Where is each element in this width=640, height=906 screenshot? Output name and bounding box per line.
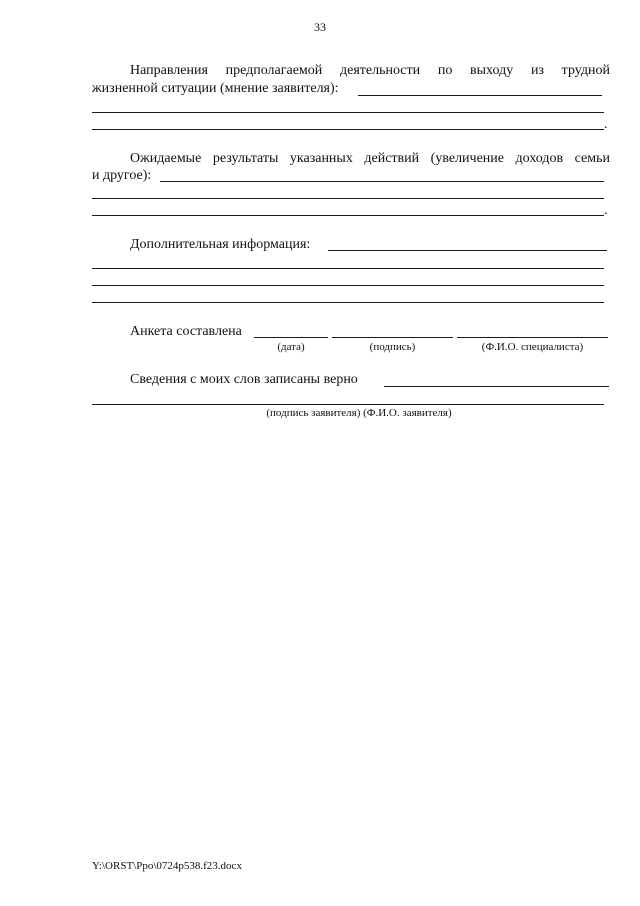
additional-info-input-line-2[interactable] bbox=[92, 268, 604, 269]
date-caption: (дата) bbox=[277, 341, 305, 353]
results-input-line-2[interactable] bbox=[92, 198, 604, 199]
specialist-name-caption: (Ф.И.О. специалиста) bbox=[481, 341, 584, 353]
signature-input-line[interactable] bbox=[332, 337, 453, 338]
applicant-signature-caption: (подпись заявителя) (Ф.И.О. заявителя) bbox=[266, 407, 452, 419]
signature-caption: (подпись) bbox=[369, 341, 416, 353]
page-number: 33 bbox=[314, 20, 326, 34]
questionnaire-label: Анкета составлена bbox=[130, 324, 242, 339]
confirmation-input-line-2[interactable] bbox=[92, 404, 604, 405]
directions-text-line-2: жизненной ситуации (мнение заявителя): bbox=[92, 81, 339, 96]
additional-info-input-line-3[interactable] bbox=[92, 285, 604, 286]
additional-info-input-line-4[interactable] bbox=[92, 302, 604, 303]
results-end-mark: . bbox=[604, 203, 608, 218]
directions-end-mark: . bbox=[604, 117, 608, 132]
confirmation-label: Сведения с моих слов записаны верно bbox=[130, 372, 358, 387]
results-text-line-1: Ожидаемые результаты указанных действий (увеличение доходов семьи bbox=[130, 151, 610, 166]
specialist-name-input-line[interactable] bbox=[457, 337, 608, 338]
additional-info-label: Дополнительная информация: bbox=[130, 237, 311, 252]
additional-info-input-line-1[interactable] bbox=[328, 250, 607, 251]
results-text-line-2: и другое): bbox=[92, 168, 152, 183]
footer-file-path: Y:\ORST\Ppo\0724p538.f23.docx bbox=[92, 860, 242, 872]
confirmation-input-line-1[interactable] bbox=[384, 386, 609, 387]
results-input-line-1[interactable] bbox=[160, 181, 604, 182]
directions-input-line-3[interactable] bbox=[92, 129, 604, 130]
date-input-line[interactable] bbox=[254, 337, 328, 338]
directions-input-line-2[interactable] bbox=[92, 112, 604, 113]
results-input-line-3[interactable] bbox=[92, 215, 604, 216]
directions-text-line-1: Направления предполагаемой деятельности по выходу из трудной bbox=[130, 63, 610, 78]
directions-input-line-1[interactable] bbox=[358, 95, 602, 96]
